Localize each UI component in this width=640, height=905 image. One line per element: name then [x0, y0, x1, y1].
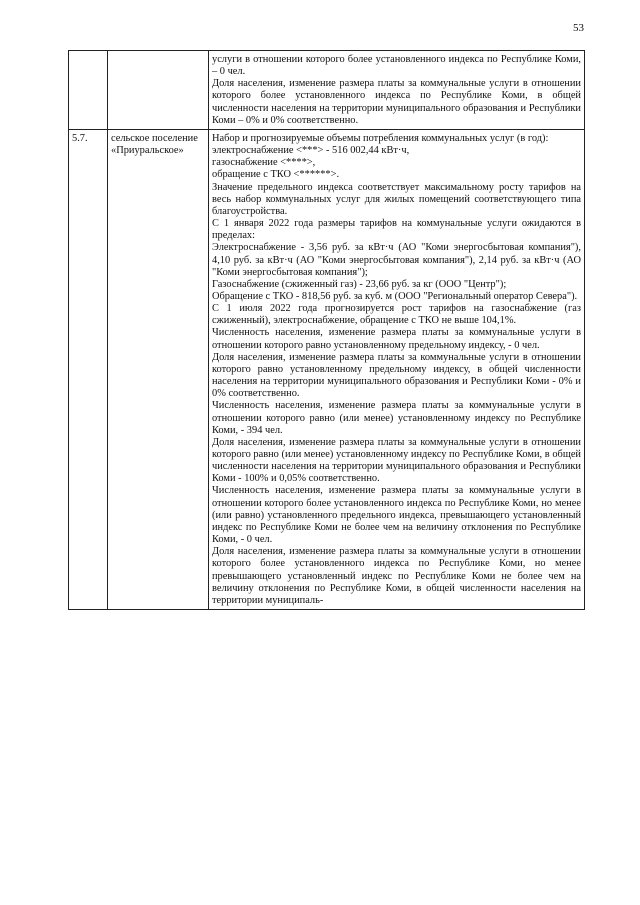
municipality-cell: сельское поселение «Приуральское»: [108, 129, 209, 609]
row-number-cell: [69, 51, 108, 130]
paragraph: Численность населения, изменение размера платы за коммунальные услуги в отношении которого равно установленному предельному индексу, - 0 чел.: [212, 327, 581, 351]
paragraph: Набор и прогнозируемые объемы потребления коммунальных услуг (в год):: [212, 132, 549, 144]
paragraph: Газоснабжение (сжиженный газ) - 23,66 руб. за кг (ООО "Центр");: [212, 278, 507, 290]
page-number: 53: [573, 22, 584, 34]
paragraph: С 1 июля 2022 года прогнозируется рост тарифов на газоснабжение (газ сжиженный), электроснабжение, обращение с ТКО не выше 104,1%.: [212, 303, 581, 327]
paragraph: Обращение с ТКО - 818,56 руб. за куб. м (ООО "Региональный оператор Севера").: [212, 290, 578, 302]
paragraph: Доля населения, изменение размера платы за коммунальные услуги в отношении которого равно (или менее) установленному индексу по Республике Коми, в общей численности населения на территории муниципального образования и Республики Коми - 100% и 0,05% соответственно.: [212, 436, 581, 485]
document-table: [68, 50, 585, 610]
description-cell: [209, 51, 585, 130]
description-cell: [209, 129, 585, 609]
paragraph: Численность населения, изменение размера платы за коммунальные услуги в отношении которого более установленного индекса по Республике Коми, но менее (или равно) установленного предельного индекса, превышающего установленный индекс по Республике Коми не более чем на величину отклонения по Республике Коми, - 0 чел.: [212, 485, 581, 546]
paragraph: газоснабжение <****>,: [212, 157, 316, 169]
table-row: [69, 129, 585, 609]
paragraph: Доля населения, изменение размера платы за коммунальные услуги в отношении которого более установленного индекса по Республике Коми, но менее превышающего установленный индекс по Республике Коми не более чем на величину отклонения по Республике Коми, в общей численности населения на территории муниципаль-: [212, 546, 581, 606]
paragraph: Значение предельного индекса соответствует максимальному росту тарифов на весь набор коммунальных услуг для жилых помещений соответствующего типа благоустройства.: [212, 181, 581, 217]
paragraph: электроснабжение <***> - 516 002,44 кВт·ч,: [212, 145, 410, 157]
paragraph: Численность населения, изменение размера платы за коммунальные услуги в отношении которого равно (или менее) установленному индексу по Республике Коми, - 394 чел.: [212, 400, 581, 436]
paragraph: Доля населения, изменение размера платы за коммунальные услуги в отношении которого более установленного индекса по Республике Коми, в общей численности населения на территории муниципального образования и Республики Коми – 0% и 0% соответственно.: [212, 78, 581, 126]
paragraph: услуги в отношении которого более установленного индекса по Республике Коми, – 0 чел.: [212, 54, 581, 78]
paragraph: Доля населения, изменение размера платы за коммунальные услуги в отношении которого равно установленному предельному индексу, в общей численности населения на территории муниципального образования и Республики Коми - 0% и 0% соответственно.: [212, 351, 581, 400]
paragraph: обращение с ТКО <******>.: [212, 169, 340, 181]
row-number-cell: 5.7.: [69, 129, 108, 609]
paragraph: Электроснабжение - 3,56 руб. за кВт·ч (АО "Коми энергосбытовая компания"), 4,10 руб. за кВт·ч (АО "Коми энергосбытовая компания"), 2,14 руб. за кВт·ч (АО "Коми энергосбытовая компания");: [212, 242, 581, 278]
paragraph: С 1 января 2022 года размеры тарифов на коммунальные услуги ожидаются в пределах:: [212, 218, 581, 242]
table-row: [69, 51, 585, 130]
municipality-cell: [108, 51, 209, 130]
